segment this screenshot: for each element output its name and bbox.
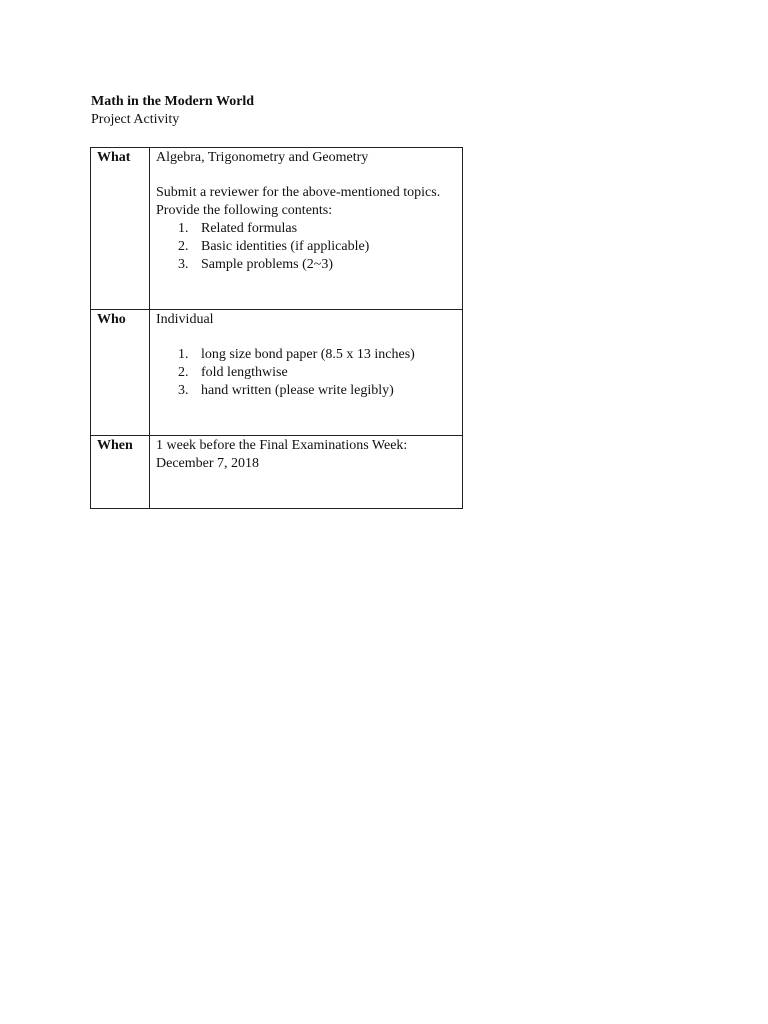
row-content-what: [150, 148, 463, 310]
list-item: [156, 238, 462, 256]
row-label-what: What: [91, 148, 150, 310]
list-text: Related formulas: [201, 221, 298, 236]
row-label-when: When: [91, 436, 150, 509]
list-number: 1.: [178, 221, 189, 236]
when-deadline-text: 1 week before the Final Examinations Week:: [156, 438, 408, 453]
table-row-when: [91, 436, 463, 509]
when-deadline-date: December 7, 2018: [156, 456, 260, 471]
list-text: Basic identities (if applicable): [201, 239, 370, 254]
what-contents-list: [156, 220, 462, 274]
document-title: Math in the Modern World: [91, 94, 255, 109]
list-number: 3.: [178, 383, 189, 398]
list-text: long size bond paper (8.5 x 13 inches): [201, 347, 415, 362]
list-number: 2.: [178, 239, 189, 254]
list-item: [156, 220, 462, 238]
spacer: [156, 329, 462, 346]
list-item: [156, 256, 462, 274]
list-number: 3.: [178, 257, 189, 272]
what-instruction: Submit a reviewer for the above-mentioned topics.: [156, 185, 441, 200]
list-item: [156, 346, 462, 364]
list-text: fold lengthwise: [201, 365, 288, 380]
table-row-what: [91, 148, 463, 310]
row-content-who: [150, 310, 463, 436]
row-label-who: Who: [91, 310, 150, 436]
project-activity-table: [90, 147, 463, 509]
list-text: Sample problems (2~3): [201, 257, 333, 272]
list-number: 1.: [178, 347, 189, 362]
list-item: [156, 364, 462, 382]
what-contents-intro: Provide the following contents:: [156, 203, 333, 218]
row-content-when: [150, 436, 463, 509]
what-heading: Algebra, Trigonometry and Geometry: [156, 150, 369, 165]
who-requirements-list: [156, 346, 462, 400]
list-number: 2.: [178, 365, 189, 380]
document-subtitle: Project Activity: [91, 112, 180, 127]
who-heading: Individual: [156, 312, 214, 327]
list-text: hand written (please write legibly): [201, 383, 394, 398]
table-row-who: [91, 310, 463, 436]
list-item: [156, 382, 462, 400]
spacer: [156, 167, 462, 184]
